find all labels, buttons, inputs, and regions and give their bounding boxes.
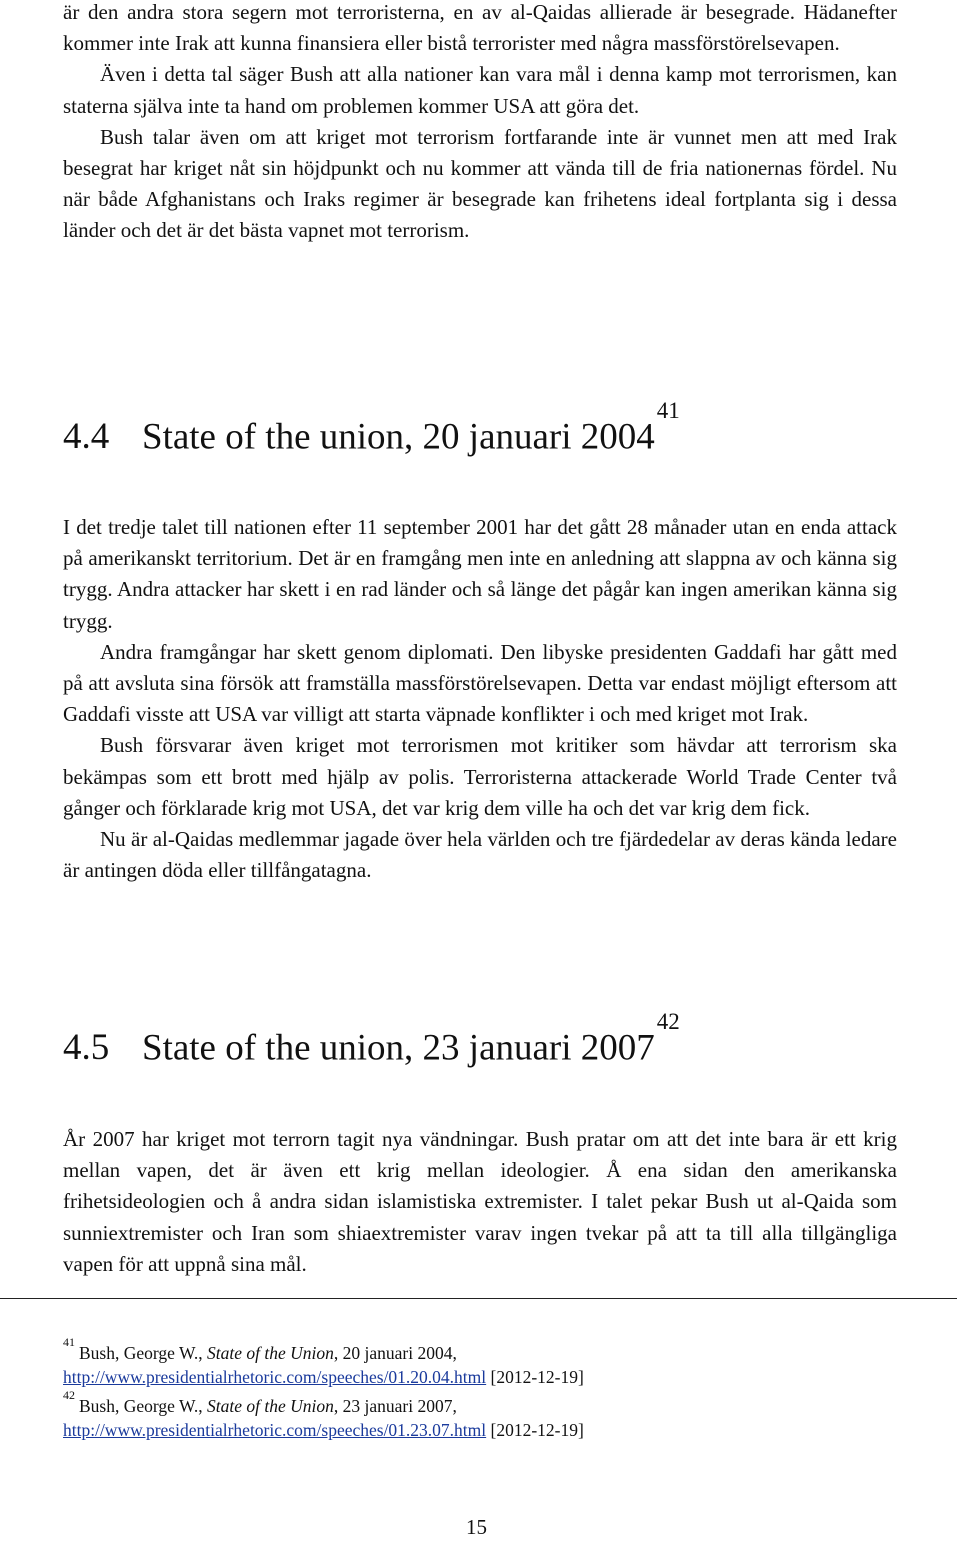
section-number: 4.4 <box>63 416 110 458</box>
footnote-42-source <box>63 1418 897 1442</box>
footnote-title: State of the Union <box>207 1342 334 1363</box>
footnote-41-source <box>63 1365 897 1389</box>
footnote-title: State of the Union <box>207 1395 334 1416</box>
footnote-number: 42 <box>63 1387 75 1402</box>
footnote-reference[interactable]: 41 <box>656 398 680 423</box>
section-4-5-body <box>63 1124 897 1280</box>
section-heading-4-4 <box>63 398 680 463</box>
section-heading-4-5 <box>63 1009 680 1074</box>
footnotes <box>63 1336 897 1442</box>
footnote-separator <box>0 1298 957 1299</box>
footnote-accessed: [2012-12-19] <box>490 1366 584 1387</box>
section-top-body <box>63 0 897 247</box>
paragraph: År 2007 har kriget mot terrorn tagit nya vändningar. Bush pratar om att det inte bara är ett krig mellan vapen, det är även ett krig mellan ideologier. Å ena sidan den amerikanska frihetsideologien och å andra sidan islamistiska extremister. I talet pekar Bush ut al-Qaida som sunniextremister och Iran som shiaextremister varav ingen tvekar på att ta till alla tillgängliga vapen för att uppnå sina mål. <box>63 1127 897 1276</box>
paragraph: Nu är al-Qaidas medlemmar jagade över hela världen och tre fjärdedelar av deras kända ledare är antingen döda eller tillfångatagna. <box>63 827 897 883</box>
section-number: 4.5 <box>63 1027 110 1069</box>
paragraph: Andra framgångar har skett genom diplomati. Den libyske presidenten Gaddafi har gått med på att avsluta sina försök att framställa massförstörelsevapen. Detta var endast möjligt eftersom att Gaddafi visste att USA var villigt att starta väpnade konflikter i och med kriget mot Irak. <box>63 639 897 727</box>
paragraph: Bush talar även om att kriget mot terrorism fortfarande inte är vunnet men att med Irak besegrat har kriget nåt sin höjdpunkt och nu kommer att vända till de fria nationernas fördel. Nu när både Afghanistans och Iraks regimer är besegrade kan frihetens ideal fortplanta sig i dessa länder och det är det bästa vapnet mot terrorism. <box>63 124 897 243</box>
footnote-reference[interactable]: 42 <box>656 1009 680 1034</box>
section-4-4-body <box>63 512 897 886</box>
footnote-42 <box>63 1389 897 1418</box>
footnote-date: , 23 januari 2007, <box>333 1395 457 1416</box>
page-number: 15 <box>466 1515 487 1539</box>
paragraph: är den andra stora segern mot terroristerna, en av al-Qaidas allierade är besegrade. Hädanefter kommer inte Irak att kunna finansiera eller bistå terrorister med några massförstörelsevapen. <box>63 0 897 56</box>
footnote-number: 41 <box>63 1335 75 1349</box>
section-title: State of the union, 20 januari 2004 <box>142 416 655 458</box>
footnote-link[interactable]: http://www.presidentialrhetoric.com/speeches/01.23.07.html <box>63 1419 487 1440</box>
footnote-41 <box>63 1336 897 1365</box>
paragraph: I det tredje talet till nationen efter 11 september 2001 har det gått 28 månader utan en enda attack på amerikanskt territorium. Det är en framgång men inte en anledning att slappna av och känna sig trygg. Andra attacker har skett i en rad länder och så länge det pågår kan ingen amerikan känna sig trygg. <box>63 515 897 633</box>
section-title: State of the union, 23 januari 2007 <box>142 1027 655 1069</box>
paragraph: Även i detta tal säger Bush att alla nationer kan vara mål i denna kamp mot terrorismen, kan staterna själva inte ta hand om problemen kommer USA att göra det. <box>63 62 897 118</box>
footnote-link[interactable]: http://www.presidentialrhetoric.com/speeches/01.20.04.html <box>63 1366 487 1387</box>
paragraph: Bush försvarar även kriget mot terrorismen mot kritiker som hävdar att terrorism ska bekämpas som ett brott med hjälp av polis. Terroristerna attackerade World Trade Center två gånger och förklarade krig mot USA, det var krig dem ville ha och det var krig dem fick. <box>63 733 897 820</box>
footnote-accessed: [2012-12-19] <box>490 1419 584 1440</box>
footnote-date: , 20 januari 2004, <box>333 1342 457 1363</box>
footnote-author: Bush, George W., <box>79 1342 203 1363</box>
footnote-author: Bush, George W., <box>79 1395 203 1416</box>
